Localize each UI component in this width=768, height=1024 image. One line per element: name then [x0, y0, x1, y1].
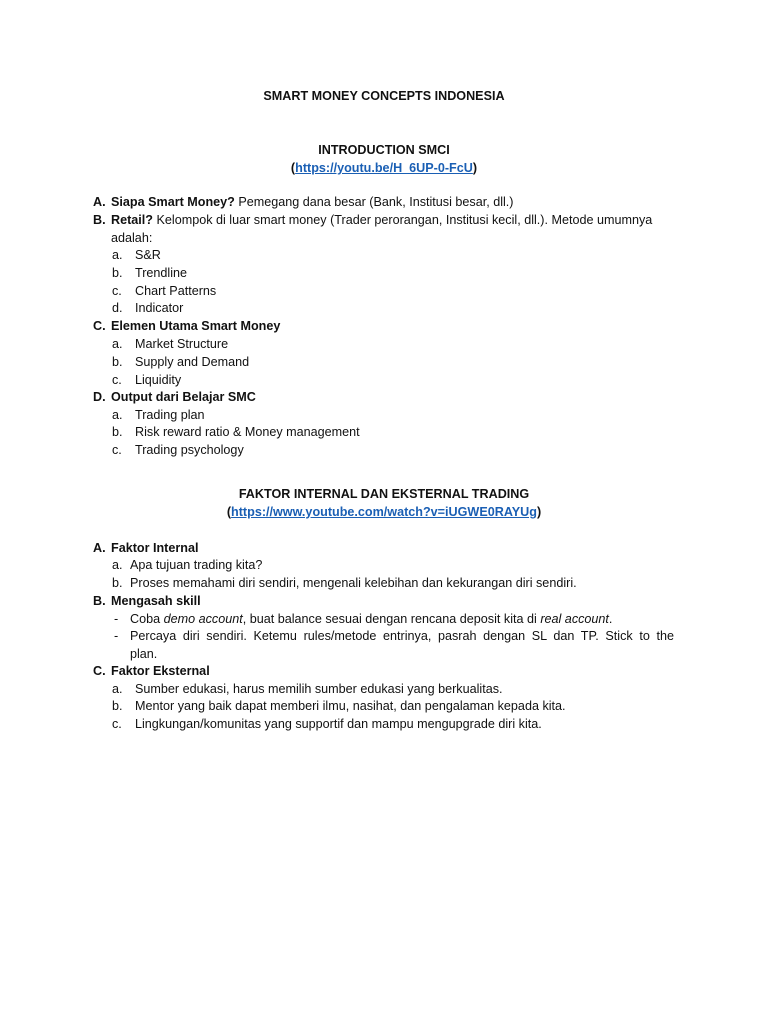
s2-a-sub-label: b.	[112, 576, 123, 590]
section1-heading: INTRODUCTION SMCI	[318, 143, 450, 157]
s2-item-c-title: Faktor Eksternal	[111, 664, 210, 678]
s1-item-d-label: D.	[93, 390, 106, 404]
section2-video-link[interactable]: https://www.youtube.com/watch?v=iUGWE0RAYUg	[231, 505, 537, 519]
s2-item-b-label: B.	[93, 594, 106, 608]
document-title: SMART MONEY CONCEPTS INDONESIA	[263, 89, 505, 103]
s1-item-d-title: Output dari Belajar SMC	[111, 390, 256, 404]
s2-a-sub-text: Apa tujuan trading kita?	[130, 558, 263, 572]
s2-item-a-label: A.	[93, 541, 106, 555]
s2-b-dash-text: Percaya diri sendiri. Ketemu rules/metode entrinya, pasrah dengan SL dan TP. Stick to the	[130, 629, 674, 643]
s1-c-sub-text: Market Structure	[135, 337, 229, 351]
s1-c-sub-label: a.	[112, 337, 123, 351]
s2-c-sub-label: c.	[112, 717, 122, 731]
s1-item-c-label: C.	[93, 319, 106, 333]
s2-c-sub-text: Lingkungan/komunitas yang supportif dan mampu mengupgrade diri kita.	[135, 717, 542, 731]
s1-item-a-label: A.	[93, 195, 106, 209]
s2-item-b-title: Mengasah skill	[111, 594, 201, 608]
section1-video-link[interactable]: https://youtu.be/H_6UP-0-FcU	[295, 161, 473, 175]
s1-b-sub-label: b.	[112, 266, 123, 280]
s1-item-a-text: Siapa Smart Money? Pemegang dana besar (Bank, Institusi besar, dll.)	[111, 195, 514, 209]
s1-item-b-text-cont: adalah:	[111, 231, 153, 245]
s2-a-sub-label: a.	[112, 558, 123, 572]
s1-b-sub-label: a.	[112, 248, 123, 262]
section1-link-line: (https://youtu.be/H_6UP-0-FcU)	[290, 161, 478, 175]
s1-b-sub-text: S&R	[135, 248, 161, 262]
s2-b-dash-label: -	[114, 629, 119, 643]
s1-c-sub-label: b.	[112, 355, 123, 369]
s1-d-sub-text: Risk reward ratio & Money management	[135, 425, 360, 439]
s1-d-sub-text: Trading plan	[135, 408, 205, 422]
s2-b-dash-label: -	[114, 612, 119, 626]
s2-a-sub-text: Proses memahami diri sendiri, mengenali kelebihan dan kekurangan diri sendiri.	[130, 576, 577, 590]
s2-b-dash-text: Coba demo account, buat balance sesuai dengan rencana deposit kita di real account.	[130, 612, 613, 626]
section2-heading: FAKTOR INTERNAL DAN EKSTERNAL TRADING	[238, 487, 530, 501]
s1-d-sub-text: Trading psychology	[135, 443, 244, 457]
s1-c-sub-label: c.	[112, 373, 122, 387]
s2-item-a-title: Faktor Internal	[111, 541, 199, 555]
s1-b-sub-label: c.	[112, 284, 122, 298]
s1-b-sub-text: Chart Patterns	[135, 284, 217, 298]
s2-c-sub-label: b.	[112, 699, 123, 713]
s1-b-sub-label: d.	[112, 301, 123, 315]
s1-c-sub-text: Supply and Demand	[135, 355, 250, 369]
s2-c-sub-text: Mentor yang baik dapat memberi ilmu, nasihat, dan pengalaman kepada kita.	[135, 699, 566, 713]
s1-item-b-label: B.	[93, 213, 106, 227]
s1-item-c-title: Elemen Utama Smart Money	[111, 319, 281, 333]
s2-item-c-label: C.	[93, 664, 106, 678]
s1-item-b-text: Retail? Kelompok di luar smart money (Trader perorangan, Institusi kecil, dll.). Metode umumnya	[111, 213, 653, 227]
s2-b-dash-text-cont: plan.	[130, 647, 158, 661]
s1-b-sub-text: Trendline	[135, 266, 188, 280]
s1-d-sub-label: a.	[112, 408, 123, 422]
s2-c-sub-label: a.	[112, 682, 123, 696]
s1-c-sub-text: Liquidity	[135, 373, 182, 387]
s1-b-sub-text: Indicator	[135, 301, 184, 315]
section2-link-line: (https://www.youtube.com/watch?v=iUGWE0RAYUg)	[226, 505, 542, 519]
s1-d-sub-label: b.	[112, 425, 123, 439]
s2-c-sub-text: Sumber edukasi, harus memilih sumber edukasi yang berkualitas.	[135, 682, 503, 696]
s1-d-sub-label: c.	[112, 443, 122, 457]
